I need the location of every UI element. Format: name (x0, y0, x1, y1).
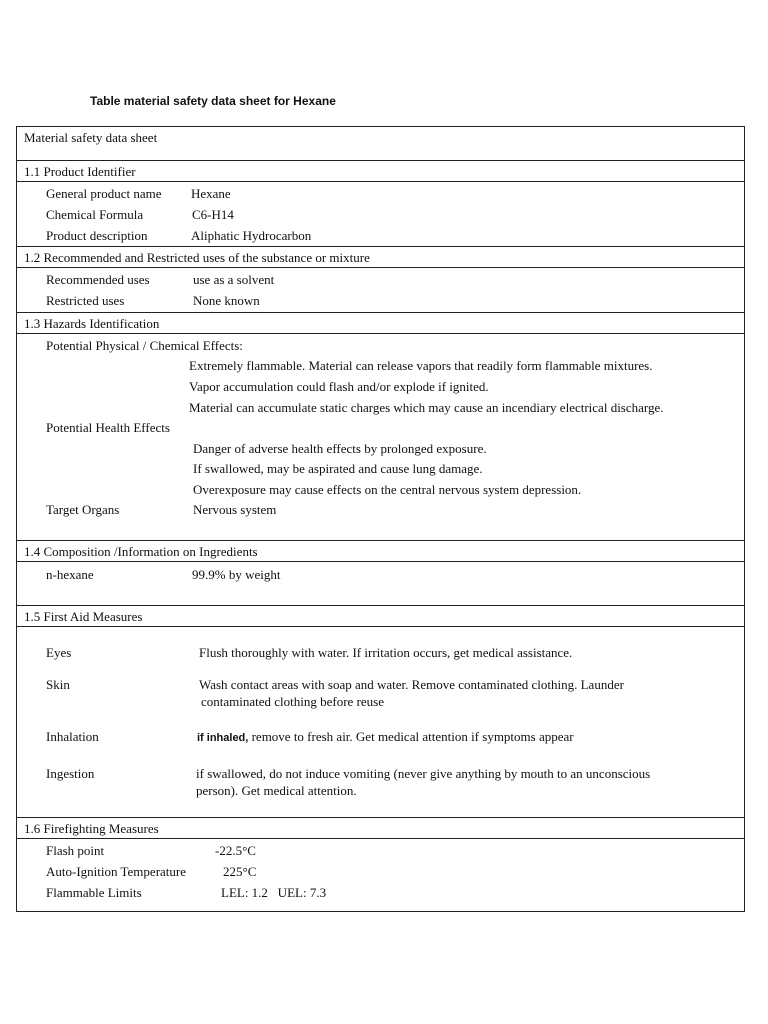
table-caption: Table material safety data sheet for Hexane (90, 94, 336, 108)
general-product-name-label: General product name (46, 186, 162, 201)
health-effect-line: If swallowed, may be aspirated and cause lung damage. (193, 461, 483, 476)
inhalation-bold-prefix: if inhaled, (197, 732, 249, 744)
section-recommended-uses (17, 246, 744, 268)
ingestion-value-line2: person). Get medical attention. (196, 783, 357, 798)
product-description-value: Aliphatic Hydrocarbon (191, 228, 312, 243)
flash-point-value: -22.5°C (215, 843, 256, 858)
physical-effect-line: Material can accumulate static charges which may cause an incendiary electrical discharge. (189, 400, 664, 415)
chemical-formula-value: C6-H14 (192, 207, 234, 222)
skin-value-line1: Wash contact areas with soap and water. Remove contaminated clothing. Launder (199, 677, 624, 692)
target-organs-label: Target Organs (46, 502, 120, 517)
eyes-label: Eyes (46, 645, 72, 660)
target-organs-value: Nervous system (193, 502, 277, 517)
general-product-name-value: Hexane (191, 186, 231, 201)
physical-effects-label: Potential Physical / Chemical Effects: (46, 338, 243, 353)
ingestion-value-line1: if swallowed, do not induce vomiting (never give anything by mouth to an unconscious (196, 766, 651, 781)
inhalation-label: Inhalation (46, 729, 99, 744)
section-heading: 1.4 Composition /Information on Ingredients (24, 544, 258, 559)
skin-label: Skin (46, 677, 70, 692)
section-heading: 1.6 Firefighting Measures (24, 821, 159, 836)
flammable-limits-value: LEL: 1.2 UEL: 7.3 (221, 885, 327, 900)
flash-point-label: Flash point (46, 843, 105, 858)
section-heading: 1.1 Product Identifier (24, 164, 136, 179)
section-composition (17, 540, 744, 562)
msds-table (16, 126, 745, 912)
chemical-formula-label: Chemical Formula (46, 207, 144, 222)
section-product-identifier (17, 160, 744, 182)
recommended-uses-value: use as a solvent (193, 272, 275, 287)
inhalation-value (197, 729, 574, 746)
flammable-limits-label: Flammable Limits (46, 885, 142, 900)
eyes-value: Flush thoroughly with water. If irritation occurs, get medical assistance. (199, 645, 573, 660)
physical-effect-line: Extremely flammable. Material can release vapors that readily form flammable mixtures. (189, 358, 653, 373)
sheet-title: Material safety data sheet (24, 130, 158, 145)
health-effects-label: Potential Health Effects (46, 420, 170, 435)
restricted-uses-label: Restricted uses (46, 293, 125, 308)
health-effect-line: Danger of adverse health effects by prolonged exposure. (193, 441, 487, 456)
section-heading: 1.3 Hazards Identification (24, 316, 160, 331)
section-heading: 1.5 First Aid Measures (24, 609, 143, 624)
ingestion-label: Ingestion (46, 766, 95, 781)
auto-ignition-value: 225°C (223, 864, 257, 879)
restricted-uses-value: None known (193, 293, 260, 308)
inhalation-text: remove to fresh air. Get medical attention if symptoms appear (248, 729, 574, 744)
physical-effect-line: Vapor accumulation could flash and/or explode if ignited. (189, 379, 489, 394)
skin-value-line2: contaminated clothing before reuse (201, 694, 385, 709)
ingredient-value: 99.9% by weight (192, 567, 281, 582)
health-effect-line: Overexposure may cause effects on the central nervous system depression. (193, 482, 582, 497)
recommended-uses-label: Recommended uses (46, 272, 150, 287)
product-description-label: Product description (46, 228, 148, 243)
ingredient-label: n-hexane (46, 567, 94, 582)
section-firefighting (17, 817, 744, 839)
section-first-aid (17, 605, 744, 627)
section-hazards-identification (17, 312, 744, 334)
section-heading: 1.2 Recommended and Restricted uses of the substance or mixture (24, 250, 370, 265)
auto-ignition-label: Auto-Ignition Temperature (46, 864, 187, 879)
